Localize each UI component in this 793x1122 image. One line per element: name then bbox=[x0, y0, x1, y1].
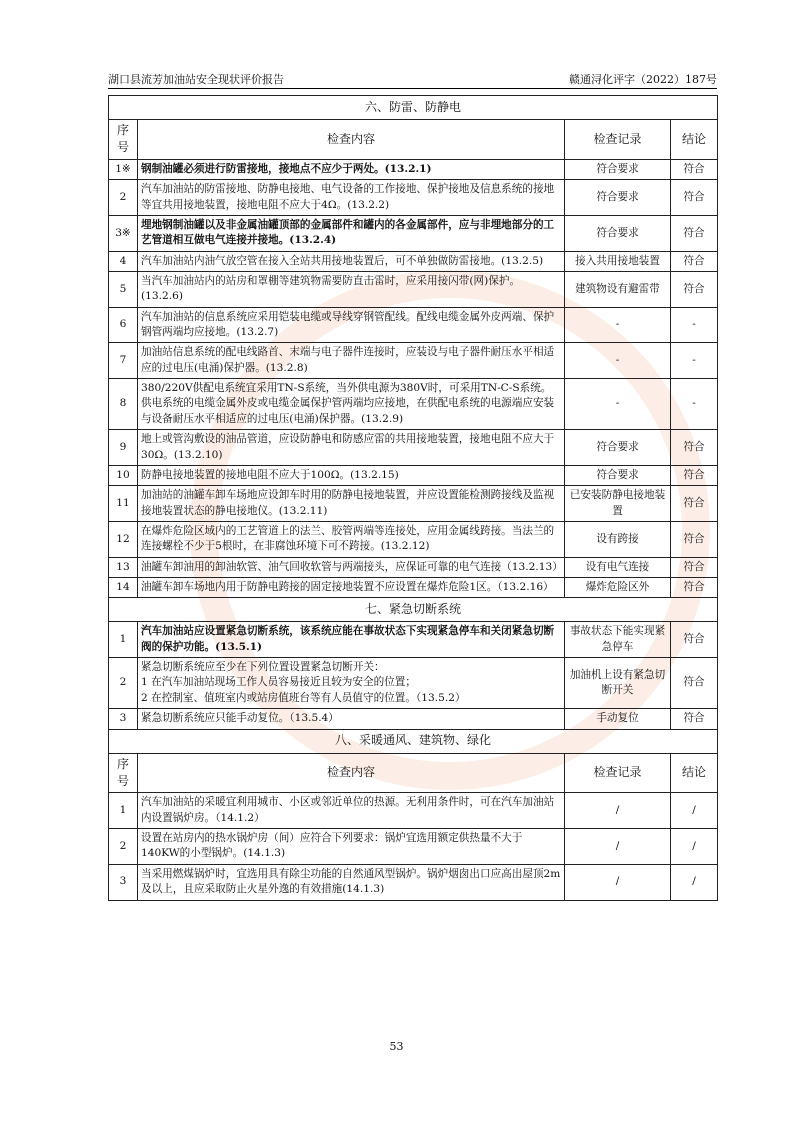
table-row bbox=[109, 521, 718, 557]
row-result: 符合 bbox=[671, 557, 718, 577]
row-number: 2 bbox=[109, 829, 138, 865]
row-result: 符合 bbox=[671, 215, 718, 251]
row-result: - bbox=[671, 379, 718, 430]
row-record: 已安装防静电接地装置 bbox=[565, 486, 671, 522]
section-title-row bbox=[109, 598, 718, 622]
row-content: 当汽车加油站内的站房和罩棚等建筑物需要防直击雷时，应采用接闪带(网)保护。(13.2.6) bbox=[138, 271, 565, 307]
col-header-record: 检查记录 bbox=[565, 753, 671, 793]
table-row bbox=[109, 215, 718, 251]
row-content: 油罐车卸车场地内用于防静电跨接的固定接地装置不应设置在爆炸危险1区。（13.2.16） bbox=[138, 578, 565, 598]
col-header-content: 检查内容 bbox=[138, 120, 565, 160]
inspection-table bbox=[108, 95, 718, 901]
row-content: 加油站的油罐车卸车场地应设卸车时用的防静电接地装置，并应设置能检测跨接线及监视接地装置状态的静电接地仪。(13.2.11) bbox=[138, 486, 565, 522]
table-row bbox=[109, 486, 718, 522]
row-result: 符合 bbox=[671, 180, 718, 216]
row-number: 14 bbox=[109, 578, 138, 598]
row-record: 加油机上设有紧急切断开关 bbox=[565, 658, 671, 709]
row-record: 设有电气连接 bbox=[565, 557, 671, 577]
page-header bbox=[108, 70, 717, 89]
row-number: 3 bbox=[109, 709, 138, 729]
col-header-no: 序号 bbox=[109, 753, 138, 793]
row-result: / bbox=[671, 829, 718, 865]
table-row bbox=[109, 180, 718, 216]
table-row bbox=[109, 578, 718, 598]
row-result: 符合 bbox=[671, 658, 718, 709]
table-row bbox=[109, 271, 718, 307]
row-record: 建筑物设有避雷带 bbox=[565, 271, 671, 307]
row-number: 12 bbox=[109, 521, 138, 557]
section-title: 六、防雷、防静电 bbox=[109, 96, 718, 120]
row-content: 加油站信息系统的配电线路首、末端与电子器件连接时，应装设与电子器件耐压水平相适应的过电压(电涌)保护器。(13.2.8) bbox=[138, 343, 565, 379]
row-number: 1 bbox=[109, 793, 138, 829]
col-header-record: 检查记录 bbox=[565, 120, 671, 160]
row-content: 埋地钢制油罐以及非金属油罐顶部的金属部件和罐内的各金属部件，应与非埋地部分的工艺管道相互做电气连接并接地。(13.2.4) bbox=[138, 215, 565, 251]
row-number: 5 bbox=[109, 271, 138, 307]
row-record: 手动复位 bbox=[565, 709, 671, 729]
row-number: 7 bbox=[109, 343, 138, 379]
table-row bbox=[109, 622, 718, 658]
row-content: 汽车加油站的信息系统应采用铠装电缆或导线穿钢管配线。配线电缆金属外皮两端、保护钢管两端均应接地。(13.2.7) bbox=[138, 307, 565, 343]
row-number: 9 bbox=[109, 430, 138, 466]
row-number: 1 bbox=[109, 622, 138, 658]
row-result: 符合 bbox=[671, 251, 718, 271]
table-row bbox=[109, 829, 718, 865]
page-number: 53 bbox=[389, 1040, 404, 1053]
row-record: - bbox=[565, 307, 671, 343]
report-title: 湖口县流芳加油站安全现状评价报告 bbox=[108, 73, 284, 86]
section-title-row bbox=[109, 729, 718, 753]
row-number: 10 bbox=[109, 465, 138, 485]
row-result: / bbox=[671, 864, 718, 900]
col-header-content: 检查内容 bbox=[138, 753, 565, 793]
row-content: 地上或管沟敷设的油品管道，应设防静电和防感应雷的共用接地装置，接地电阻不应大于30Ω。(13.2.10) bbox=[138, 430, 565, 466]
row-number: 1※ bbox=[109, 159, 138, 179]
row-content: 防静电接地装置的接地电阻不应大于100Ω。(13.2.15) bbox=[138, 465, 565, 485]
row-result: / bbox=[671, 793, 718, 829]
row-result: 符合 bbox=[671, 430, 718, 466]
table-row bbox=[109, 379, 718, 430]
table-row bbox=[109, 251, 718, 271]
row-content: 380/220V供配电系统宜采用TN-S系统，当外供电源为380V时，可采用TN-C-S系统。供电系统的电缆金属外皮或电缆金属保护管两端均应接地，在供配电系统的电源端应安装与设备耐压水平相适应的过电压(电涌)保护器。(13.2.9) bbox=[138, 379, 565, 430]
row-content: 在爆炸危险区域内的工艺管道上的法兰、胶管两端等连接处，应用金属线跨接。当法兰的连接螺栓不少于5根时，在非腐蚀环境下可不跨接。(13.2.12) bbox=[138, 521, 565, 557]
table-row bbox=[109, 343, 718, 379]
row-number: 2 bbox=[109, 180, 138, 216]
section-title: 八、采暖通风、建筑物、绿化 bbox=[109, 729, 718, 753]
row-number: 11 bbox=[109, 486, 138, 522]
table-row bbox=[109, 430, 718, 466]
col-header-no: 序号 bbox=[109, 120, 138, 160]
row-record: 爆炸危险区外 bbox=[565, 578, 671, 598]
row-content: 紧急切断系统应只能手动复位。（13.5.4） bbox=[138, 709, 565, 729]
column-header-row bbox=[109, 120, 718, 160]
row-content: 钢制油罐必须进行防雷接地，接地点不应少于两处。(13.2.1) bbox=[138, 159, 565, 179]
table-row bbox=[109, 793, 718, 829]
row-result: - bbox=[671, 343, 718, 379]
row-result: - bbox=[671, 307, 718, 343]
section-title: 七、紧急切断系统 bbox=[109, 598, 718, 622]
row-content: 当采用燃煤锅炉时，宜选用具有除尘功能的自然通风型锅炉。锅炉烟囱出口应高出屋顶2m及以上，且应采取防止火星外逸的有效措施(14.1.3) bbox=[138, 864, 565, 900]
row-record: 事故状态下能实现紧急停车 bbox=[565, 622, 671, 658]
row-record: - bbox=[565, 343, 671, 379]
table-row bbox=[109, 709, 718, 729]
row-record: 符合要求 bbox=[565, 180, 671, 216]
section-title-row bbox=[109, 96, 718, 120]
row-result: 符合 bbox=[671, 465, 718, 485]
row-number: 13 bbox=[109, 557, 138, 577]
report-number: 赣通浔化评字（2022）187号 bbox=[569, 73, 717, 86]
row-result: 符合 bbox=[671, 271, 718, 307]
row-record: 接入共用接地装置 bbox=[565, 251, 671, 271]
row-result: 符合 bbox=[671, 578, 718, 598]
row-number: 4 bbox=[109, 251, 138, 271]
row-number: 6 bbox=[109, 307, 138, 343]
row-content: 紧急切断系统应至少在下列位置设置紧急切断开关： 1 在汽车加油站现场工作人员容易接近且较为安全的位置； 2 在控制室、值班室内或站房值班台等有人员值守的位置。（13.5.2） bbox=[138, 658, 565, 709]
col-header-result: 结论 bbox=[671, 753, 718, 793]
table-row bbox=[109, 307, 718, 343]
row-number: 3 bbox=[109, 864, 138, 900]
table-row bbox=[109, 557, 718, 577]
col-header-result: 结论 bbox=[671, 120, 718, 160]
column-header-row bbox=[109, 753, 718, 793]
row-content: 油罐车卸油用的卸油软管、油气回收软管与两端接头，应保证可靠的电气连接（13.2.13） bbox=[138, 557, 565, 577]
row-record: - bbox=[565, 379, 671, 430]
row-content: 汽车加油站的采暖宜利用城市、小区或邻近单位的热源。无利用条件时，可在汽车加油站内设置锅炉房。（14.1.2） bbox=[138, 793, 565, 829]
row-content: 设置在站房内的热水锅炉房（间）应符合下列要求：锅炉宜选用额定供热量不大于140KW的小型锅炉。(14.1.3) bbox=[138, 829, 565, 865]
table-row bbox=[109, 864, 718, 900]
row-result: 符合 bbox=[671, 709, 718, 729]
table-row bbox=[109, 465, 718, 485]
row-result: 符合 bbox=[671, 622, 718, 658]
row-result: 符合 bbox=[671, 521, 718, 557]
row-number: 2 bbox=[109, 658, 138, 709]
row-number: 3※ bbox=[109, 215, 138, 251]
row-content: 汽车加油站应设置紧急切断系统，该系统应能在事故状态下实现紧急停车和关闭紧急切断阀的保护功能。(13.5.1) bbox=[138, 622, 565, 658]
row-result: 符合 bbox=[671, 159, 718, 179]
row-record: / bbox=[565, 793, 671, 829]
row-record: 符合要求 bbox=[565, 159, 671, 179]
row-result: 符合 bbox=[671, 486, 718, 522]
row-record: 符合要求 bbox=[565, 215, 671, 251]
row-record: 设有跨接 bbox=[565, 521, 671, 557]
row-record: 符合要求 bbox=[565, 465, 671, 485]
table-row bbox=[109, 159, 718, 179]
row-content: 汽车加油站内油气放空管在接入全站共用接地装置后，可不单独做防雷接地。(13.2.5) bbox=[138, 251, 565, 271]
row-record: / bbox=[565, 864, 671, 900]
table-row bbox=[109, 658, 718, 709]
row-content: 汽车加油站的防雷接地、防静电接地、电气设备的工作接地、保护接地及信息系统的接地等宜共用接地装置，接地电阻不应大于4Ω。(13.2.2) bbox=[138, 180, 565, 216]
row-number: 8 bbox=[109, 379, 138, 430]
row-record: / bbox=[565, 829, 671, 865]
row-record: 符合要求 bbox=[565, 430, 671, 466]
